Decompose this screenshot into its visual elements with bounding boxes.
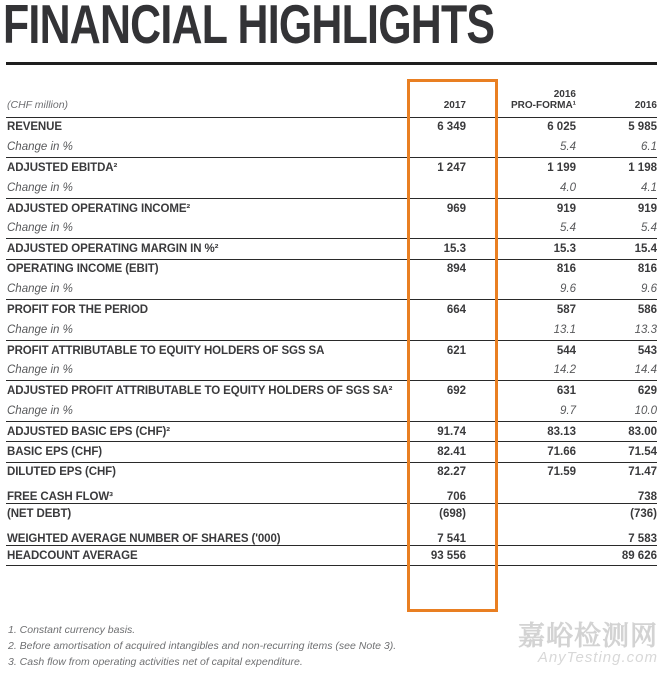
page-title: FINANCIAL HIGHLIGHTS	[3, 0, 495, 55]
value-2016-proforma: 9.7	[466, 401, 576, 421]
column-header-2017	[342, 66, 466, 117]
row-label: FREE CASH FLOW³	[6, 482, 342, 504]
value-2016: 586	[637, 304, 657, 317]
value-2017: 82.41	[342, 442, 466, 462]
value-2017: 91.74	[342, 421, 466, 441]
table-row	[6, 300, 657, 320]
row-label: ADJUSTED EBITDA²	[7, 161, 118, 174]
value-2016: 5 985	[628, 121, 657, 134]
table-header-row	[6, 66, 657, 117]
value-2016-proforma: 4.0	[466, 178, 576, 198]
value-2017: 692	[446, 385, 466, 398]
value-2016-proforma	[466, 482, 576, 504]
column-header-2016-label: 2016	[634, 99, 657, 111]
table-row	[6, 117, 657, 137]
value-2017: 82.27	[437, 466, 466, 479]
table-row	[6, 198, 657, 218]
value-2016-proforma: 1 199	[547, 161, 576, 174]
value-2016: 5.4	[576, 218, 657, 238]
value-2016-proforma: 6 025	[547, 121, 576, 134]
value-2016-proforma: 71.59	[547, 466, 576, 479]
row-label: HEADCOUNT AVERAGE	[6, 546, 342, 566]
value-2016-proforma	[466, 524, 576, 546]
value-2017: 93 556	[342, 546, 466, 566]
table-row	[6, 462, 657, 482]
value-2017: 6 349	[437, 121, 466, 134]
value-2016: (736)	[630, 508, 657, 521]
value-2016-proforma: 9.6	[466, 279, 576, 299]
table-row	[6, 158, 657, 178]
row-label: Change in %	[6, 178, 342, 198]
column-header-proforma-line1: 2016	[553, 88, 576, 100]
table-row	[6, 259, 657, 279]
value-2016: 71.54	[576, 442, 657, 462]
table-row	[6, 524, 657, 546]
row-label: ADJUSTED PROFIT ATTRIBUTABLE TO EQUITY HOLDERS OF SGS SA²	[7, 385, 393, 398]
table-row	[6, 340, 657, 360]
column-header-2016-proforma	[466, 66, 576, 117]
value-2017: 15.3	[342, 239, 466, 259]
value-2016: 83.00	[576, 421, 657, 441]
row-label: DILUTED EPS (CHF)	[7, 466, 116, 479]
value-2017: 7 541	[342, 524, 466, 546]
row-label: (NET DEBT)	[7, 508, 72, 521]
table-row	[6, 442, 657, 462]
table-row	[6, 482, 657, 504]
footnotes	[8, 622, 396, 670]
value-2016: 89 626	[576, 546, 657, 566]
column-header-2017-label: 2017	[443, 99, 466, 111]
value-2016: 816	[637, 263, 657, 276]
value-2016-proforma: 5.4	[466, 137, 576, 157]
title-divider	[6, 62, 657, 65]
value-2016: 738	[576, 482, 657, 504]
value-2017	[342, 279, 466, 299]
value-2017	[342, 401, 466, 421]
value-2016: 629	[637, 385, 657, 398]
footnote-2: 2. Before amortisation of acquired intangibles and non-recurring items (see Note 3).	[8, 640, 397, 652]
row-label: Change in %	[6, 320, 342, 340]
value-2016-proforma: 5.4	[466, 218, 576, 238]
value-2017: 706	[342, 482, 466, 504]
value-2016: 14.4	[576, 361, 657, 381]
table-row	[6, 421, 657, 441]
value-2016: 919	[637, 202, 657, 215]
row-label: ADJUSTED BASIC EPS (CHF)²	[6, 421, 342, 441]
value-2016: 71.47	[628, 466, 657, 479]
watermark-chinese-text: 嘉峪检测网	[518, 621, 658, 651]
row-label: ADJUSTED OPERATING MARGIN IN %²	[6, 239, 342, 259]
watermark-site-text: AnyTesting.com	[537, 649, 658, 666]
value-2017	[342, 137, 466, 157]
table-row	[6, 320, 657, 340]
row-label: ADJUSTED OPERATING INCOME²	[7, 202, 191, 215]
table-row	[6, 239, 657, 259]
value-2016: 15.4	[576, 239, 657, 259]
column-header-proforma-line2: PRO-FORMA¹	[511, 99, 576, 111]
table-row	[6, 178, 657, 198]
table-row	[6, 279, 657, 299]
value-2016: 9.6	[576, 279, 657, 299]
value-2016-proforma	[466, 504, 576, 524]
value-2016: 543	[637, 344, 657, 357]
value-2016-proforma: 587	[556, 304, 576, 317]
row-label: REVENUE	[7, 121, 62, 134]
table-row	[6, 218, 657, 238]
row-label: Change in %	[6, 137, 342, 157]
value-2017: 664	[446, 304, 466, 317]
table-row	[6, 401, 657, 421]
value-2017: 1 247	[437, 161, 466, 174]
row-label: Change in %	[6, 361, 342, 381]
value-2017: (698)	[439, 508, 466, 521]
value-2017: 894	[446, 263, 466, 276]
row-label: PROFIT ATTRIBUTABLE TO EQUITY HOLDERS OF SGS SA	[7, 344, 325, 357]
watermark	[518, 622, 658, 666]
value-2017: 969	[446, 202, 466, 215]
value-2016-proforma: 14.2	[466, 361, 576, 381]
value-2017: 621	[446, 344, 466, 357]
value-2017	[342, 320, 466, 340]
unit-label: (CHF million)	[6, 66, 342, 117]
value-2016-proforma: 816	[556, 263, 576, 276]
row-label: Change in %	[6, 218, 342, 238]
value-2016: 1 198	[628, 161, 657, 174]
footnote-1: 1. Constant currency basis.	[8, 624, 136, 636]
value-2016-proforma: 631	[556, 385, 576, 398]
table-row	[6, 137, 657, 157]
value-2016: 7 583	[576, 524, 657, 546]
value-2017	[342, 218, 466, 238]
row-label: PROFIT FOR THE PERIOD	[7, 304, 149, 317]
value-2016-proforma: 15.3	[466, 239, 576, 259]
value-2016-proforma: 71.66	[466, 442, 576, 462]
table-row	[6, 361, 657, 381]
financial-highlights-table	[6, 66, 657, 566]
value-2016-proforma: 919	[556, 202, 576, 215]
table-row	[6, 381, 657, 401]
table-row	[6, 504, 657, 524]
value-2016-proforma	[466, 546, 576, 566]
value-2016-proforma: 83.13	[466, 421, 576, 441]
row-label: Change in %	[6, 279, 342, 299]
value-2016: 13.3	[576, 320, 657, 340]
value-2017	[342, 361, 466, 381]
value-2016-proforma: 544	[556, 344, 576, 357]
footnote-3: 3. Cash flow from operating activities net of capital expenditure.	[8, 656, 303, 668]
value-2017	[342, 178, 466, 198]
row-label: OPERATING INCOME (EBIT)	[7, 263, 159, 276]
value-2016-proforma: 13.1	[466, 320, 576, 340]
value-2016: 4.1	[576, 178, 657, 198]
row-label: Change in %	[6, 401, 342, 421]
table-row	[6, 546, 657, 566]
row-label: WEIGHTED AVERAGE NUMBER OF SHARES ('000)	[6, 524, 342, 546]
row-label: BASIC EPS (CHF)	[6, 442, 342, 462]
column-header-2016	[576, 66, 657, 117]
value-2016: 10.0	[576, 401, 657, 421]
value-2016: 6.1	[576, 137, 657, 157]
